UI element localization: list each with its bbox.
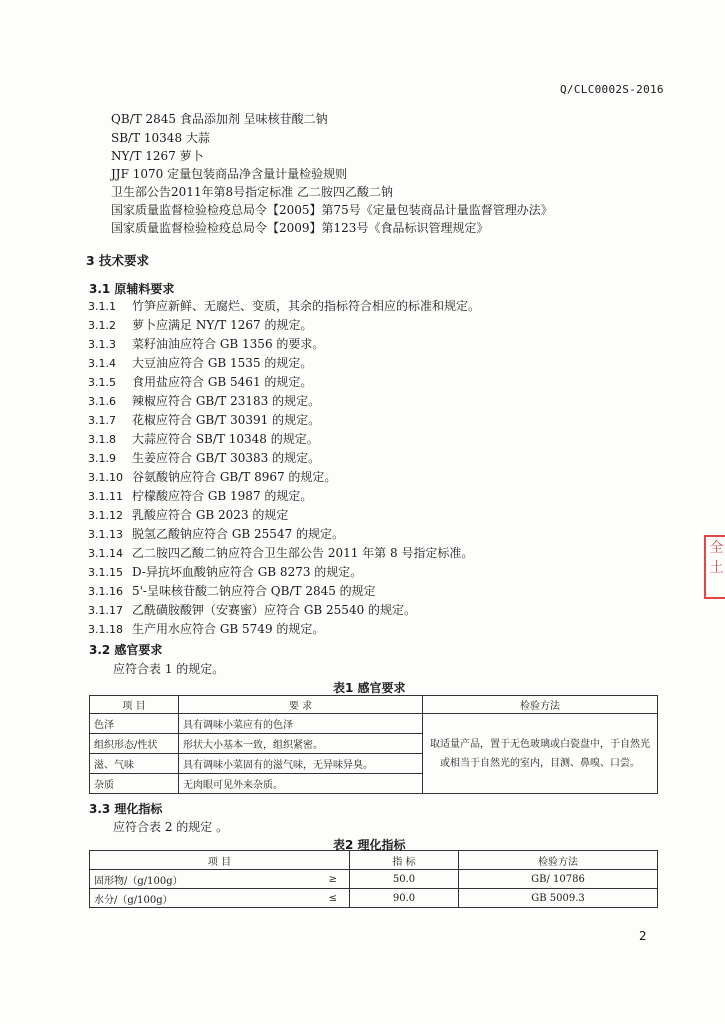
- list-item: 3.1.6 辣椒应符合 GB/T 23183 的规定。: [88, 394, 321, 408]
- reference-line: QB/T 2845 食品添加剂 呈味核苷酸二钠: [111, 112, 328, 126]
- list-item: 3.1.3 菜籽油油应符合 GB 1356 的要求。: [88, 337, 325, 351]
- document-code: Q/CLC0002S-2016: [560, 83, 664, 96]
- table-cell: 形状大小基本一致，组织紧密。: [179, 734, 423, 754]
- inspection-method-cell: 取适量产品，置于无色玻璃或白瓷盘中，于自然光或相当于自然光的室内，目测、鼻嗅、口尝。: [423, 714, 658, 794]
- list-item: 3.1.2 萝卜应满足 NY/T 1267 的规定。: [88, 318, 313, 332]
- list-item: 3.1.4 大豆油应符合 GB 1535 的规定。: [88, 356, 313, 370]
- section-3-1-heading: 3.1 原辅料要求: [89, 282, 175, 296]
- table-cell: 水分/（g/100g）: [90, 889, 279, 908]
- section-3-2-text: 应符合表 1 的规定。: [113, 662, 225, 676]
- section-3-3-text: 应符合表 2 的规定 。: [113, 820, 229, 834]
- list-item: 3.1.13 脱氢乙酸钠应符合 GB 25547 的规定。: [88, 527, 345, 541]
- table-header: 检验方法: [423, 696, 658, 714]
- table-row: [90, 870, 658, 889]
- table-sensory-requirements: [89, 695, 658, 794]
- reference-line: JJF 1070 定量包装商品净含量计量检验规则: [111, 167, 348, 181]
- table-cell: 固形物/（g/100g）: [90, 870, 279, 889]
- table-header: 要 求: [179, 696, 423, 714]
- section-3-heading: 3 技术要求: [86, 253, 150, 268]
- list-item: 3.1.5 食用盐应符合 GB 5461 的规定。: [88, 375, 313, 389]
- table-cell: ≥: [278, 870, 350, 889]
- list-item: 3.1.7 花椒应符合 GB/T 30391 的规定。: [88, 413, 321, 427]
- list-item: 3.1.12 乳酸应符合 GB 2023 的规定: [88, 508, 289, 522]
- list-item: 3.1.8 大蒜应符合 SB/T 10348 的规定。: [88, 432, 319, 446]
- list-item: 3.1.9 生姜应符合 GB/T 30383 的规定。: [88, 451, 321, 465]
- table-cell: GB/ 10786: [459, 870, 658, 889]
- table-row: [90, 714, 658, 734]
- list-item: 3.1.14 乙二胺四乙酸二钠应符合卫生部公告 2011 年第 8 号指定标准。: [88, 546, 474, 560]
- table-cell: 组织形态/性状: [90, 734, 179, 754]
- list-item: 3.1.17 乙酰磺胺酸钾（安赛蜜）应符合 GB 25540 的规定。: [88, 603, 417, 617]
- table-2-caption: 表2 理化指标: [333, 838, 406, 852]
- table-cell: 50.0: [350, 870, 459, 889]
- table-cell: 具有调味小菜固有的滋气味，无异味异臭。: [179, 754, 423, 774]
- table-row: [90, 889, 658, 908]
- table-header: 项 目: [90, 696, 179, 714]
- list-item: 3.1.16 5'-呈味核苷酸二钠应符合 QB/T 2845 的规定: [88, 584, 376, 598]
- page-number: 2: [639, 929, 647, 943]
- table-cell: ≤: [278, 889, 350, 908]
- section-3-3-heading: 3.3 理化指标: [89, 802, 163, 816]
- section-3-2-heading: 3.2 感官要求: [89, 643, 163, 657]
- reference-line: 卫生部公告2011年第8号指定标准 乙二胺四乙酸二钠: [111, 185, 393, 199]
- table-cell: GB 5009.3: [459, 889, 658, 908]
- table-header: 项 目: [90, 851, 350, 870]
- list-item: 3.1.15 D-异抗坏血酸钠应符合 GB 8273 的规定。: [88, 565, 363, 579]
- table-cell: 色泽: [90, 714, 179, 734]
- table-header: 检验方法: [459, 851, 658, 870]
- table-cell: 无肉眼可见外来杂质。: [179, 774, 423, 794]
- list-item: 3.1.10 谷氨酸钠应符合 GB/T 8967 的规定。: [88, 470, 337, 484]
- table-cell: 90.0: [350, 889, 459, 908]
- table-1-caption: 表1 感官要求: [333, 681, 406, 695]
- table-cell: 杂质: [90, 774, 179, 794]
- reference-line: NY/T 1267 萝卜: [111, 149, 204, 163]
- list-item: 3.1.11 柠檬酸应符合 GB 1987 的规定。: [88, 489, 313, 503]
- reference-line: SB/T 10348 大蒜: [111, 131, 210, 145]
- table-cell: 滋、气味: [90, 754, 179, 774]
- list-item: 3.1.18 生产用水应符合 GB 5749 的规定。: [88, 622, 325, 636]
- table-header: 指 标: [350, 851, 459, 870]
- table-physicochemical-indicators: [89, 850, 658, 908]
- reference-line: 国家质量监督检验检疫总局令【2005】第75号《定量包装商品计量监督管理办法》: [111, 203, 553, 217]
- list-item: 3.1.1 竹笋应新鲜、无腐烂、变质，其余的指标符合相应的标准和规定。: [88, 299, 481, 313]
- red-stamp-fragment: 全 土: [704, 535, 725, 599]
- table-cell: 具有调味小菜应有的色泽: [179, 714, 423, 734]
- reference-line: 国家质量监督检验检疫总局令【2009】第123号《食品标识管理规定》: [111, 221, 489, 235]
